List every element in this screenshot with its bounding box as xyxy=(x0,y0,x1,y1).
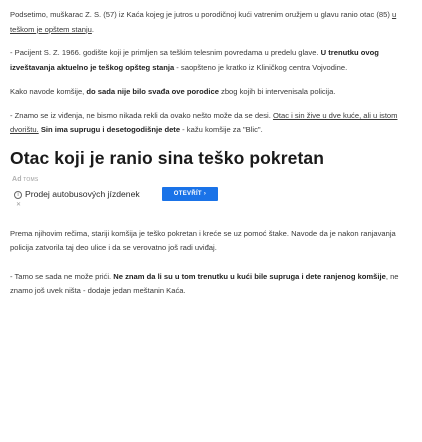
paragraph-4-bold: Sin ima suprugu i desetogodišnje dete xyxy=(38,125,181,134)
paragraph-4-text: - Znamo se iz viđenja, ne bismo nikada rekli da ovako nešto može da se desi. xyxy=(10,110,273,120)
paragraph-3-text: Kako navode komšije, xyxy=(10,87,87,96)
paragraph-3 xyxy=(10,85,410,100)
paragraph-3-bold: do sada nije bilo svađa ove porodice xyxy=(86,87,219,96)
paragraph-4 xyxy=(10,109,410,138)
chevron-right-icon: › xyxy=(203,190,207,197)
paragraph-6-text: - Tamo se sada ne može prići. xyxy=(10,271,114,281)
paragraph-2-text: - Pacijent S. Z. 1966. godište koji je primljen sa teškim telesnim povredama u predelu glave. xyxy=(10,48,321,57)
ad-logo-small: Ad xyxy=(12,175,22,183)
ad-logo xyxy=(12,177,38,183)
advertisement[interactable] xyxy=(10,175,230,215)
ad-close-icon[interactable]: ✕ xyxy=(16,201,22,208)
ad-open-button-label: OTEVŘÍT xyxy=(173,190,202,197)
paragraph-4-end: - kažu komšije za "Blic". xyxy=(180,125,263,134)
ad-title-text: Prodej autobusových jízdenek xyxy=(25,188,140,199)
paragraph-2-bold: U trenutku ovog izveštavanja aktuelno je teškog opšteg stanja xyxy=(10,48,379,72)
ad-open-button[interactable] xyxy=(162,187,218,201)
paragraph-4-underlined: Otac i sin žive u dve kuće, ali u istom dvorištu. xyxy=(10,110,398,134)
related-article-link[interactable]: u teškom je opštem stanju xyxy=(10,10,397,34)
paragraph-2-end: - saopšteno je kratko iz Kliničkog centra Vojvodine. xyxy=(174,62,348,72)
ad-title[interactable] xyxy=(14,189,140,199)
section-headline: Otac koji je ranio sina teško pokretan xyxy=(10,147,325,168)
paragraph-2 xyxy=(10,46,410,75)
ad-info-icon[interactable]: i xyxy=(14,191,22,199)
paragraph-3-end: zbog kojih bi intervenisala policija. xyxy=(218,87,336,96)
paragraph-1 xyxy=(10,8,410,37)
paragraph-6 xyxy=(10,270,410,299)
ad-logo-text: TOMS xyxy=(23,176,39,183)
paragraph-6-end: , ne znamo još uvek ništa - dodaje jedan meštanin Kaća. xyxy=(10,271,399,295)
paragraph-5: Prema njihovim rečima, stariji komšija je teško pokretan i kreće se uz pomoć štake. Navode da je nakon ranjavanja policija zatvorila taj deo ulice i da se verovatno još radi uviđaj. xyxy=(10,228,396,252)
paragraph-1-end: . xyxy=(91,24,95,34)
paragraph-6-bold: Ne znam da li su u tom trenutku u kući bile supruga i dete ranjenog komšije xyxy=(113,271,386,281)
paragraph-1-text: Podsetimo, muškarac Z. S. (57) iz Kaća kojeg je jutros u porodičnoj kući vatrenim oružjem u glavu ranio otac (85) xyxy=(10,10,392,19)
